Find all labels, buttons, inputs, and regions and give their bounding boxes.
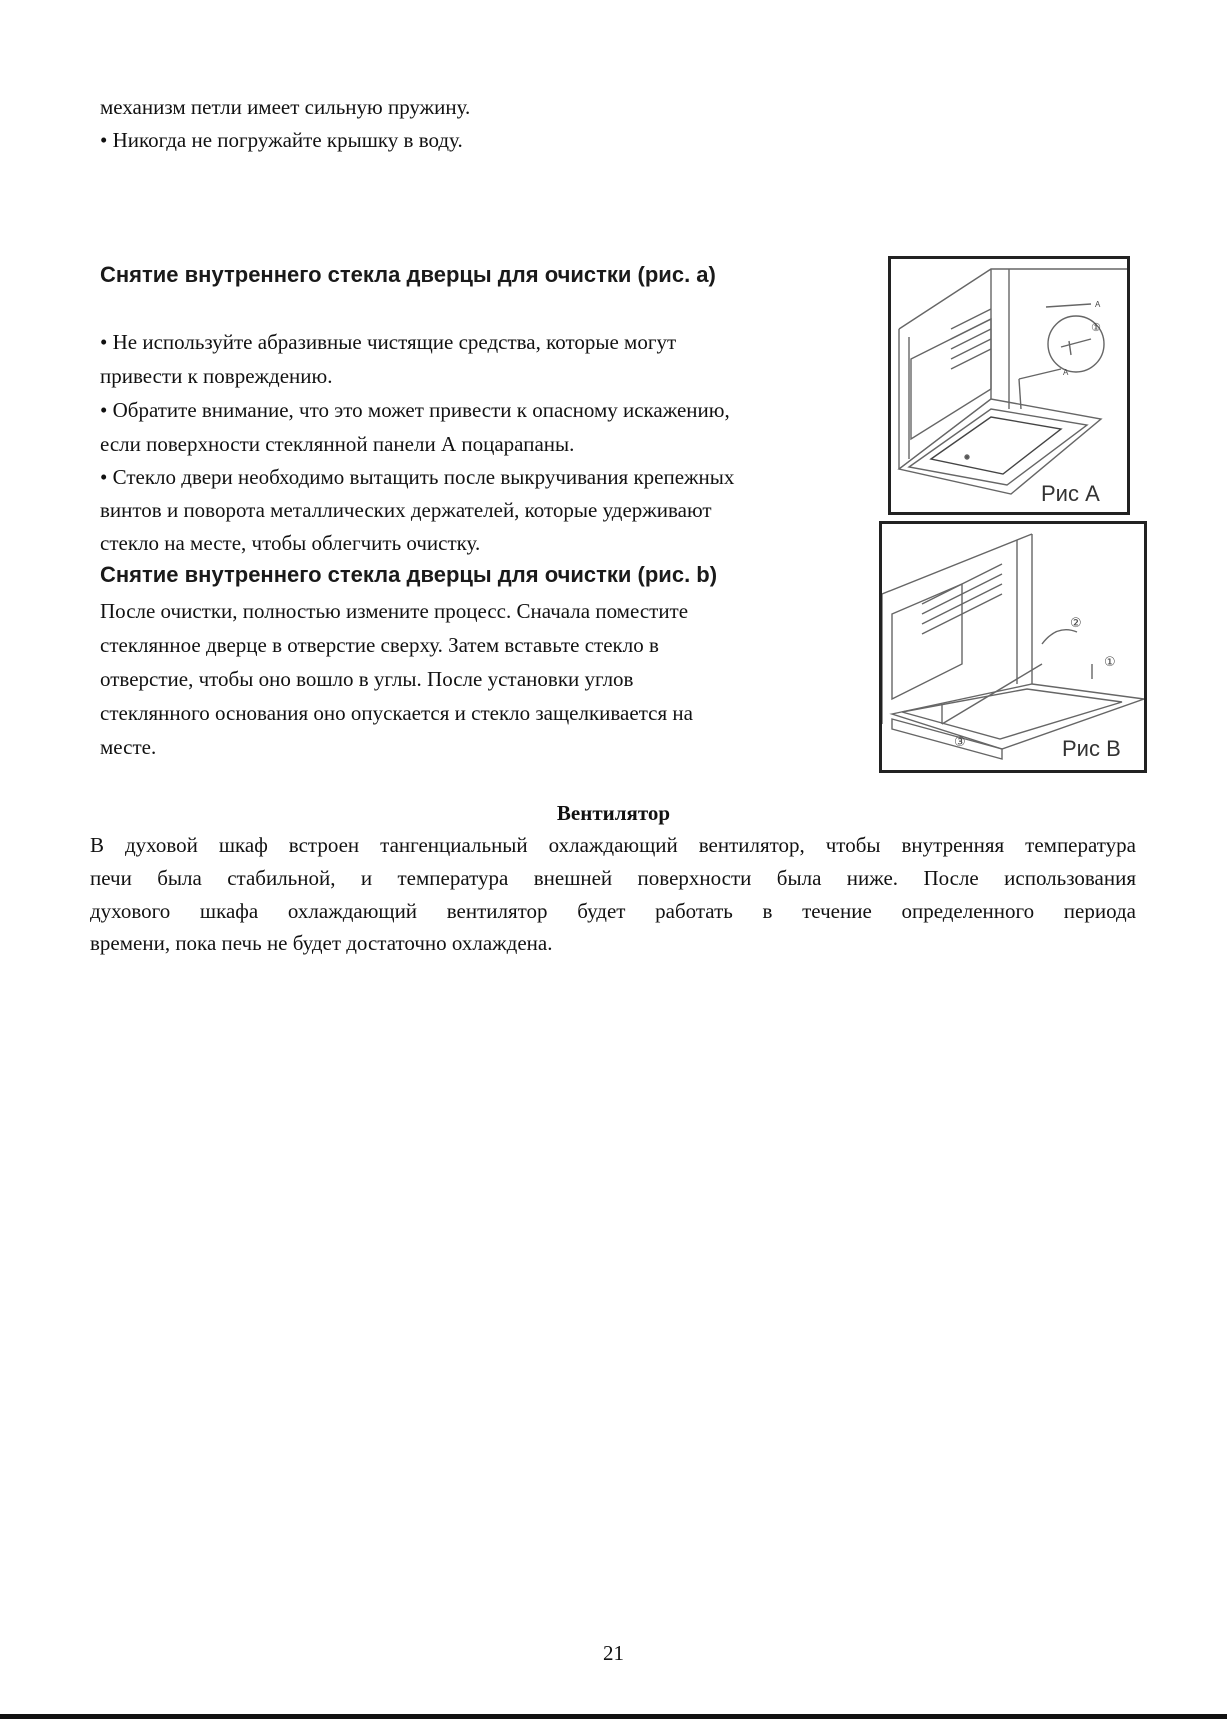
intro-line-1: механизм петли имеет сильную пружину. <box>100 95 471 119</box>
section-b-heading: Снятие внутреннего стекла дверцы для очистки (рис. b) <box>100 562 718 587</box>
bottom-rule <box>0 1714 1227 1719</box>
callout-2: ② <box>1070 616 1082 631</box>
intro-line-2: • Никогда не погружайте крышку в воду. <box>100 128 463 152</box>
section-b-line: стеклянное дверце в отверстие сверху. Затем вставьте стекло в <box>100 633 659 657</box>
section-a-heading: Снятие внутреннего стекла дверцы для очистки (рис. а) <box>100 262 716 287</box>
ventilator-line: времени, пока печь не будет достаточно охлаждена. <box>90 931 553 955</box>
callout-1: ① <box>1104 655 1116 670</box>
ventilator-line: печи была стабильной, и температура внешней поверхности была ниже. После использования <box>90 866 1136 890</box>
oven-door-diagram-b <box>882 524 1144 770</box>
oven-door-diagram-a <box>891 259 1127 512</box>
section-a-line: привести к повреждению. <box>100 364 333 388</box>
figure-b <box>879 521 1147 773</box>
section-b-line: После очистки, полностью измените процесс. Сначала поместите <box>100 599 689 623</box>
section-b-line: отверстие, чтобы оно вошло в углы. После установки углов <box>100 667 634 691</box>
figure-a-label: Рис А <box>1041 481 1100 506</box>
figure-a <box>888 256 1130 515</box>
section-a-line: • Обратите внимание, что это может привести к опасному искажению, <box>100 398 730 422</box>
section-b-line: месте. <box>100 735 157 759</box>
callout-letter-a-lower: A <box>1063 368 1069 377</box>
callout-letter-a: A <box>1095 300 1101 309</box>
section-a-line: • Стекло двери необходимо вытащить после выкручивания крепежных <box>100 465 735 489</box>
section-a-line: стекло на месте, чтобы облегчить очистку. <box>100 531 481 555</box>
section-a-line: • Не используйте абразивные чистящие средства, которые могут <box>100 330 677 354</box>
ventilator-heading: Вентилятор <box>556 801 671 825</box>
callout-number-1: ① <box>1091 321 1101 334</box>
callout-3: ③ <box>954 735 966 750</box>
figure-b-label: Рис В <box>1062 736 1121 761</box>
section-a-line: винтов и поворота металлических держателей, которые удерживают <box>100 498 712 522</box>
ventilator-line: В духовой шкаф встроен тангенциальный охлаждающий вентилятор, чтобы внутренняя температура <box>90 833 1136 857</box>
section-a-line: если поверхности стеклянной панели А поцарапаны. <box>100 432 575 456</box>
page-number: 21 <box>603 1641 624 1665</box>
section-b-line: стеклянного основания оно опускается и стекло защелкивается на <box>100 701 693 725</box>
ventilator-line: духового шкафа охлаждающий вентилятор будет работать в течение определенного периода <box>90 899 1136 923</box>
